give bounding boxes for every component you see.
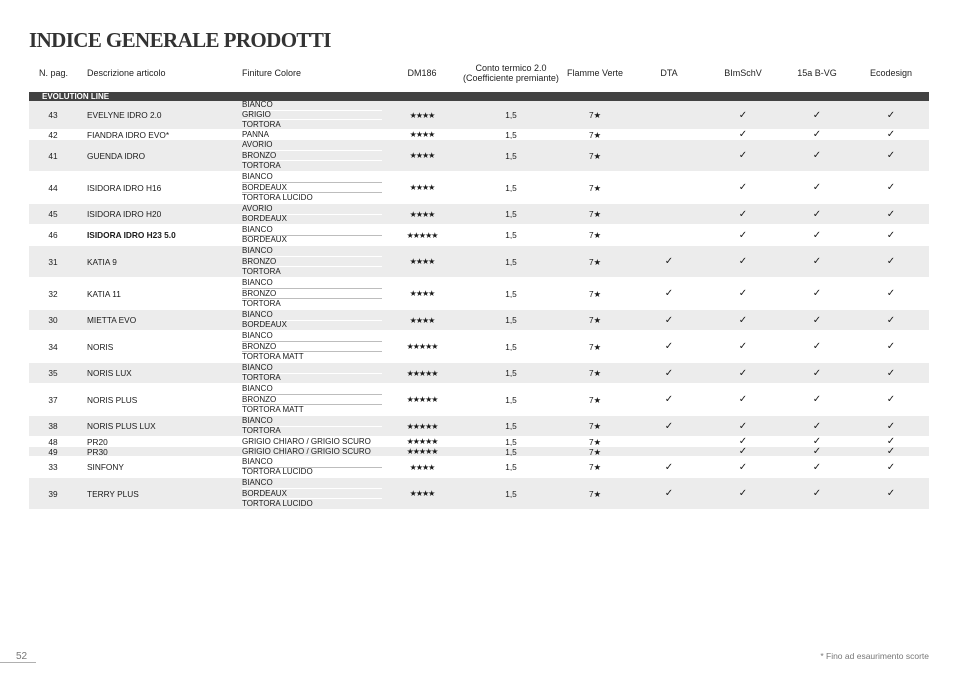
- ecodesign-check: ✓: [886, 229, 896, 241]
- finish-color: BORDEAUX: [242, 488, 382, 499]
- bimschv-check: ✓: [738, 208, 748, 220]
- flamme-verte-value: 7★: [588, 256, 602, 267]
- product-name: EVELYNE IDRO 2.0: [87, 110, 162, 120]
- conto-termico-value: 1,5: [505, 488, 517, 499]
- flamme-verte-value: 7★: [588, 110, 602, 120]
- finish-color: BIANCO: [242, 456, 273, 466]
- flamme-verte-value: 7★: [588, 421, 602, 431]
- finishes-list: [242, 447, 382, 456]
- dm186-rating: ★★★★★: [406, 230, 438, 240]
- bimschv-check: ✓: [738, 229, 748, 241]
- dta-check: [649, 172, 689, 203]
- ecodesign-check: ✓: [886, 488, 896, 499]
- product-name: MIETTA EVO: [87, 315, 137, 325]
- finish-color: TORTORA: [242, 266, 382, 277]
- ecodesign-check: ✓: [886, 150, 896, 161]
- dm186-rating: ★★★★: [409, 315, 435, 325]
- flamme-verte-value: 7★: [588, 394, 602, 405]
- dm186-rating: ★★★★: [409, 130, 435, 139]
- finish-color: TORTORA: [242, 426, 382, 437]
- table-row: [29, 246, 929, 278]
- ecodesign-check: ✓: [886, 256, 896, 267]
- finishes-list: [242, 416, 382, 436]
- conto-termico-value: 1,5: [505, 110, 517, 120]
- bimschv-check: ✓: [738, 129, 748, 140]
- dta-check: ✓: [664, 341, 674, 352]
- conto-termico-value: 1,5: [505, 150, 517, 161]
- conto-termico-value: 1,5: [505, 182, 517, 193]
- ecodesign-check: ✓: [886, 182, 896, 193]
- header-description: Descrizione articolo: [87, 68, 166, 78]
- page-number-rule: [0, 662, 36, 663]
- flamme-verte-value: 7★: [588, 150, 602, 161]
- conto-termico-value: 1,5: [505, 436, 517, 447]
- conto-termico-value: 1,5: [505, 209, 517, 219]
- conto-termico-value: 1,5: [505, 462, 517, 472]
- product-name: KATIA 9: [87, 256, 117, 267]
- finish-color: TORTORA: [242, 298, 382, 309]
- table-row: [29, 310, 929, 331]
- finish-color: TORTORA LUCIDO: [242, 498, 382, 509]
- header-conto-line1: Conto termico 2.0: [475, 63, 547, 73]
- finish-color: BIANCO: [242, 477, 273, 487]
- ecodesign-check: ✓: [886, 208, 896, 220]
- bimschv-check: ✓: [738, 314, 748, 326]
- finish-color: BIANCO: [242, 224, 273, 234]
- dm186-rating: ★★★★★: [406, 447, 438, 456]
- product-name: ISIDORA IDRO H20: [87, 209, 162, 219]
- bimschv-check: ✓: [738, 182, 748, 193]
- finish-color: BORDEAUX: [242, 214, 382, 225]
- dm186-rating: ★★★★★: [406, 342, 438, 351]
- finishes-list: [242, 437, 382, 446]
- conto-termico-value: 1,5: [505, 394, 517, 405]
- table-row: [29, 204, 929, 225]
- flamme-verte-value: 7★: [588, 368, 602, 378]
- table-row: [29, 457, 929, 478]
- finish-color: TORTORA MATT: [242, 351, 382, 362]
- bvg-check: ✓: [812, 394, 822, 405]
- bvg-check: ✓: [812, 436, 822, 447]
- page-cell: 34: [48, 341, 58, 352]
- page-cell: 39: [48, 488, 58, 499]
- finish-color: TORTORA LUCIDO: [242, 467, 382, 478]
- section-title: EVOLUTION LINE: [42, 92, 110, 101]
- finishes-list: [242, 331, 382, 362]
- dm186-rating: ★★★★: [409, 151, 435, 160]
- header-15a-bvg: 15a B-VG: [797, 68, 837, 78]
- dm186-rating: ★★★★: [409, 257, 435, 266]
- product-name: FIANDRA IDRO EVO*: [87, 129, 170, 140]
- bimschv-check: ✓: [738, 394, 748, 405]
- header-ecodesign: Ecodesign: [869, 68, 913, 78]
- finishes-list: [242, 130, 382, 139]
- finishes-list: [242, 478, 382, 509]
- product-name: NORIS: [87, 341, 114, 352]
- conto-termico-value: 1,5: [505, 446, 517, 457]
- conto-termico-value: 1,5: [505, 368, 517, 378]
- product-name: NORIS PLUS: [87, 394, 138, 405]
- conto-termico-value: 1,5: [505, 256, 517, 267]
- product-name: PR20: [87, 436, 108, 447]
- finishes-list: [242, 278, 382, 309]
- finish-color: BIANCO: [242, 277, 273, 287]
- finish-color: GRIGIO: [242, 110, 382, 120]
- footnote: * Fino ad esaurimento scorte: [820, 651, 929, 661]
- dm186-rating: ★★★★★: [406, 395, 438, 404]
- header-finishes: Finiture Colore: [242, 68, 302, 78]
- page-cell: 32: [48, 288, 58, 299]
- ecodesign-check: ✓: [886, 394, 896, 405]
- bimschv-check: ✓: [738, 367, 748, 379]
- finish-color: BIANCO: [242, 245, 273, 255]
- finish-color: BIANCO: [242, 309, 273, 319]
- bvg-check: ✓: [812, 182, 822, 193]
- flamme-verte-value: 7★: [588, 341, 602, 352]
- bvg-check: ✓: [812, 129, 822, 140]
- page-cell: 42: [48, 129, 58, 140]
- finish-color: AVORIO: [242, 203, 273, 213]
- header-bimschv: BImSchV: [724, 68, 762, 78]
- dta-check: ✓: [664, 420, 674, 432]
- finish-color: AVORIO: [242, 139, 273, 149]
- product-name: TERRY PLUS: [87, 488, 139, 499]
- flamme-verte-value: 7★: [588, 462, 602, 472]
- bimschv-check: ✓: [738, 488, 748, 499]
- table-row: [29, 172, 929, 204]
- conto-termico-value: 1,5: [505, 341, 517, 352]
- page-cell: 30: [48, 315, 58, 325]
- page-cell: 37: [48, 394, 58, 405]
- product-table: [29, 101, 929, 510]
- bimschv-check: ✓: [738, 256, 748, 267]
- dta-check: ✓: [664, 367, 674, 379]
- ecodesign-check: ✓: [886, 461, 896, 473]
- bvg-check: ✓: [812, 488, 822, 499]
- bvg-check: ✓: [812, 367, 822, 379]
- dta-check: ✓: [664, 256, 674, 267]
- finish-color: BRONZO: [242, 288, 382, 299]
- dta-check: [649, 447, 689, 456]
- ecodesign-check: ✓: [886, 314, 896, 326]
- finish-color: GRIGIO CHIARO / GRIGIO SCURO: [242, 446, 371, 456]
- page-cell: 35: [48, 368, 58, 378]
- header-page: N. pag.: [39, 68, 69, 78]
- dm186-rating: ★★★★★: [406, 437, 438, 446]
- finish-color: TORTORA LUCIDO: [242, 192, 382, 203]
- table-row: [29, 384, 929, 416]
- bimschv-check: ✓: [738, 150, 748, 161]
- flamme-verte-value: 7★: [588, 436, 602, 447]
- page-cell: 41: [48, 150, 58, 161]
- conto-termico-value: 1,5: [505, 230, 517, 240]
- header-flamme-verte: Flamme Verte: [566, 68, 624, 78]
- section-band: [29, 92, 929, 101]
- page-cell: 43: [48, 110, 58, 120]
- finishes-list: [242, 204, 382, 224]
- bvg-check: ✓: [812, 229, 822, 241]
- dta-check: ✓: [664, 488, 674, 499]
- table-row: [29, 101, 929, 130]
- ecodesign-check: ✓: [886, 288, 896, 299]
- finish-color: PANNA: [242, 129, 269, 139]
- finish-color: TORTORA MATT: [242, 404, 382, 415]
- table-row: [29, 416, 929, 437]
- product-name: ISIDORA IDRO H16: [87, 182, 162, 193]
- bvg-check: ✓: [812, 150, 822, 161]
- ecodesign-check: ✓: [886, 420, 896, 432]
- ecodesign-check: ✓: [886, 341, 896, 352]
- page-cell: 46: [48, 230, 58, 240]
- header-dta: DTA: [660, 68, 678, 78]
- finishes-list: [242, 363, 382, 383]
- bimschv-check: ✓: [738, 420, 748, 432]
- table-row: [29, 478, 929, 510]
- finish-color: BIANCO: [242, 330, 273, 340]
- table-header: [29, 58, 929, 88]
- bvg-check: ✓: [812, 341, 822, 352]
- dta-check: ✓: [664, 461, 674, 473]
- finish-color: TORTORA: [242, 119, 382, 129]
- flamme-verte-value: 7★: [588, 488, 602, 499]
- dm186-rating: ★★★★: [409, 183, 435, 192]
- finish-color: BORDEAUX: [242, 235, 382, 246]
- page-cell: 49: [48, 446, 58, 457]
- finish-color: BIANCO: [242, 171, 273, 181]
- product-name: PR30: [87, 446, 108, 457]
- flamme-verte-value: 7★: [588, 288, 602, 299]
- header-conto-line2: (Coefficiente premiante): [463, 73, 559, 83]
- bimschv-check: ✓: [738, 436, 748, 447]
- bvg-check: ✓: [812, 314, 822, 326]
- finishes-list: [242, 310, 382, 330]
- dta-check: [649, 437, 689, 446]
- dta-check: [649, 204, 689, 224]
- page-cell: 45: [48, 209, 58, 219]
- product-name: SINFONY: [87, 462, 124, 472]
- dm186-rating: ★★★★★: [406, 368, 438, 378]
- bvg-check: ✓: [812, 446, 822, 457]
- header-conto-termico: [457, 58, 565, 88]
- dm186-rating: ★★★★: [409, 489, 435, 498]
- finishes-list: [242, 246, 382, 277]
- conto-termico-value: 1,5: [505, 288, 517, 299]
- finishes-list: [242, 384, 382, 415]
- conto-termico-value: 1,5: [505, 315, 517, 325]
- header-dm186: DM186: [407, 68, 437, 78]
- bimschv-check: ✓: [738, 461, 748, 473]
- dta-check: [649, 130, 689, 139]
- finishes-list: [242, 172, 382, 203]
- dta-check: [649, 225, 689, 245]
- bimschv-check: ✓: [738, 341, 748, 352]
- finish-color: BRONZO: [242, 150, 382, 161]
- table-row: [29, 140, 929, 172]
- dm186-rating: ★★★★: [409, 209, 435, 219]
- dm186-rating: ★★★★: [409, 289, 435, 298]
- table-row: [29, 437, 929, 447]
- product-name: GUENDA IDRO: [87, 150, 146, 161]
- dta-check: ✓: [664, 394, 674, 405]
- finish-color: BRONZO: [242, 394, 382, 405]
- dta-check: ✓: [664, 314, 674, 326]
- product-name: NORIS LUX: [87, 368, 132, 378]
- finish-color: BRONZO: [242, 341, 382, 352]
- finish-color: BIANCO: [242, 100, 273, 110]
- bvg-check: ✓: [812, 461, 822, 473]
- bvg-check: ✓: [812, 208, 822, 220]
- bimschv-check: ✓: [738, 109, 748, 121]
- product-name: ISIDORA IDRO H23 5.0: [87, 230, 176, 240]
- ecodesign-check: ✓: [886, 129, 896, 140]
- ecodesign-check: ✓: [886, 436, 896, 447]
- flamme-verte-value: 7★: [588, 129, 602, 140]
- bvg-check: ✓: [812, 256, 822, 267]
- page-cell: 33: [48, 462, 58, 472]
- ecodesign-check: ✓: [886, 109, 896, 121]
- table-row: [29, 447, 929, 457]
- page-cell: 44: [48, 182, 58, 193]
- product-name: KATIA 11: [87, 288, 121, 299]
- bvg-check: ✓: [812, 109, 822, 121]
- table-row: [29, 331, 929, 363]
- finish-color: BRONZO: [242, 256, 382, 267]
- finish-color: BIANCO: [242, 362, 273, 372]
- bimschv-check: ✓: [738, 446, 748, 457]
- page-cell: 31: [48, 256, 58, 267]
- dm186-rating: ★★★★: [409, 110, 435, 120]
- table-row: [29, 225, 929, 246]
- finish-color: BORDEAUX: [242, 182, 382, 193]
- flamme-verte-value: 7★: [588, 446, 602, 457]
- dta-check: [649, 101, 689, 129]
- page-number: 52: [16, 651, 28, 662]
- page-cell: 48: [48, 436, 58, 447]
- bvg-check: ✓: [812, 420, 822, 432]
- finishes-list: [242, 457, 382, 477]
- dta-check: [649, 140, 689, 171]
- page-cell: 38: [48, 421, 58, 431]
- dm186-rating: ★★★★★: [406, 421, 438, 431]
- flamme-verte-value: 7★: [588, 315, 602, 325]
- dm186-rating: ★★★★: [409, 462, 435, 472]
- dta-check: ✓: [664, 288, 674, 299]
- table-row: [29, 278, 929, 310]
- ecodesign-check: ✓: [886, 367, 896, 379]
- finishes-list: [242, 101, 382, 129]
- finish-color: BIANCO: [242, 383, 273, 393]
- product-name: NORIS PLUS LUX: [87, 421, 156, 431]
- finishes-list: [242, 140, 382, 171]
- flamme-verte-value: 7★: [588, 209, 602, 219]
- table-row: [29, 130, 929, 140]
- finishes-list: [242, 225, 382, 245]
- page-title: INDICE GENERALE PRODOTTI: [29, 28, 331, 52]
- ecodesign-check: ✓: [886, 446, 896, 457]
- conto-termico-value: 1,5: [505, 129, 517, 140]
- finish-color: BORDEAUX: [242, 320, 382, 331]
- finish-color: TORTORA: [242, 160, 382, 171]
- bvg-check: ✓: [812, 288, 822, 299]
- finish-color: BIANCO: [242, 415, 273, 425]
- table-row: [29, 363, 929, 384]
- bimschv-check: ✓: [738, 288, 748, 299]
- flamme-verte-value: 7★: [588, 230, 602, 240]
- conto-termico-value: 1,5: [505, 421, 517, 431]
- finish-color: GRIGIO CHIARO / GRIGIO SCURO: [242, 436, 371, 446]
- finish-color: TORTORA: [242, 373, 382, 384]
- flamme-verte-value: 7★: [588, 182, 602, 193]
